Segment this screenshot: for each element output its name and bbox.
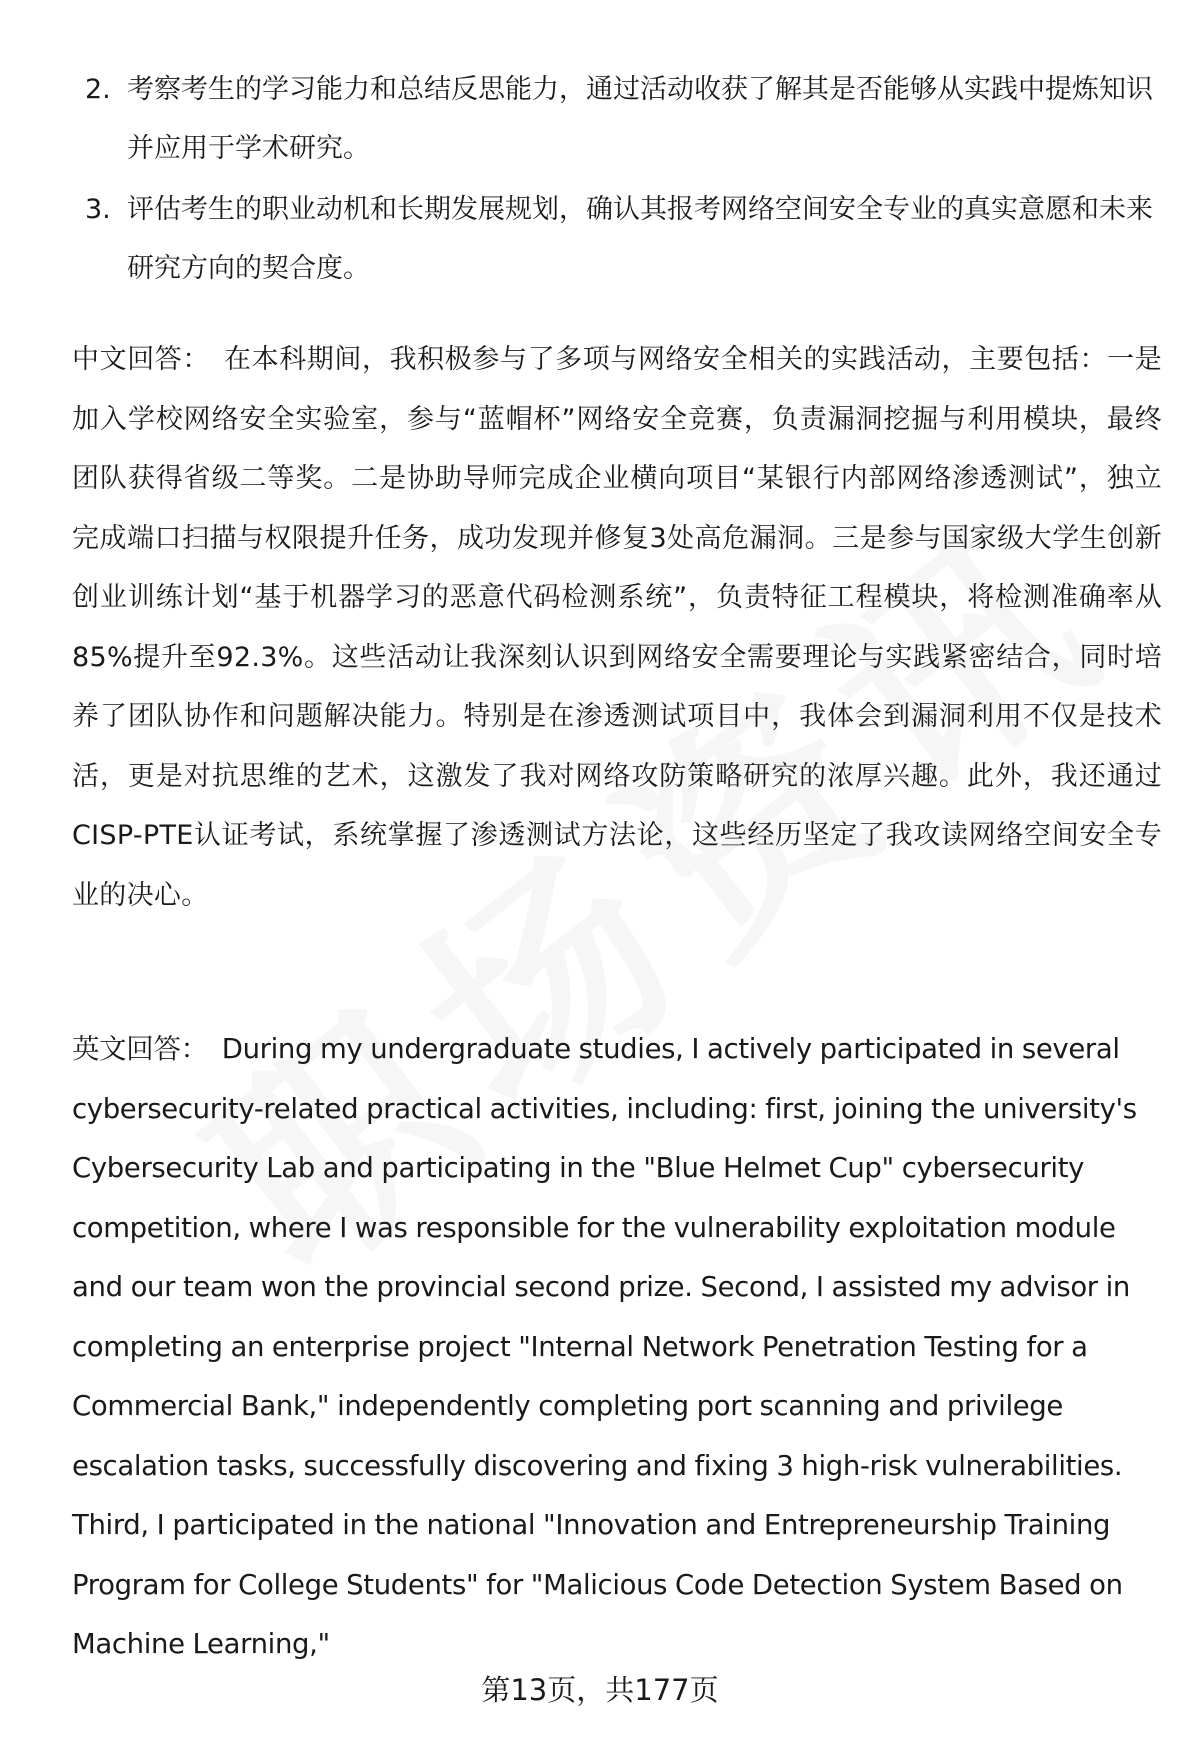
list-item	[72, 180, 1157, 298]
english-answer-paragraph	[72, 1020, 1162, 1675]
chinese-answer-label: 中文回答：	[72, 344, 210, 375]
english-answer-text: During my undergraduate studies, I actively participated in several cybersecurity-related practical activities, including: first, joining the university's Cybersecurity Lab and participating in the "Blue Helmet Cup" cybersecurity competition, where I was responsible for the vulnerability exploitation module and our team won the provincial second prize. Second, I assisted my advisor in completing an enterprise project "Internal Network Penetration Testing for a Commercial Bank," independently completing port scanning and privilege escalation tasks, successfully discovering and fixing 3 high-risk vulnerabilities. Third, I participated in the national "Innovation and Entrepreneurship Training Program for College Students" for "Malicious Code Detection System Based on Machine Learning,"	[72, 1033, 1137, 1660]
list-item-number: 2.	[85, 74, 111, 105]
list-item-text: 评估考生的职业动机和长期发展规划，确认其报考网络空间安全专业的真实意愿和未来研究方向的契合度。	[127, 194, 1153, 284]
chinese-answer-text: 在本科期间，我积极参与了多项与网络安全相关的实践活动，主要包括：一是加入学校网络安全实验室，参与“蓝帽杯”网络安全竞赛，负责漏洞挖掘与利用模块，最终团队获得省级二等奖。二是协助导师完成企业横向项目“某银行内部网络渗透测试”，独立完成端口扫描与权限提升任务，成功发现并修复3处高危漏洞。三是参与国家级大学生创新创业训练计划“基于机器学习的恶意代码检测系统”，负责特征工程模块，将检测准确率从85%提升至92.3%。这些活动让我深刻认识到网络安全需要理论与实践紧密结合，同时培养了团队协作和问题解决能力。特别是在渗透测试项目中，我体会到漏洞利用不仅是技术活，更是对抗思维的艺术，这激发了我对网络攻防策略研究的浓厚兴趣。此外，我还通过CISP-PTE认证考试，系统掌握了渗透测试方法论，这些经历坚定了我攻读网络空间安全专业的决心。	[72, 344, 1163, 911]
list-item	[72, 60, 1157, 178]
numbered-list	[72, 60, 1157, 300]
page-number: 第13页，共177页	[481, 1673, 719, 1707]
list-item-text: 考察考生的学习能力和总结反思能力，通过活动收获了解其是否能够从实践中提炼知识并应用于学术研究。	[127, 74, 1153, 164]
list-item-number: 3.	[85, 194, 111, 225]
chinese-answer-paragraph	[72, 330, 1162, 925]
page-footer	[0, 1670, 1200, 1710]
english-answer-label: 英文回答：	[72, 1033, 208, 1065]
